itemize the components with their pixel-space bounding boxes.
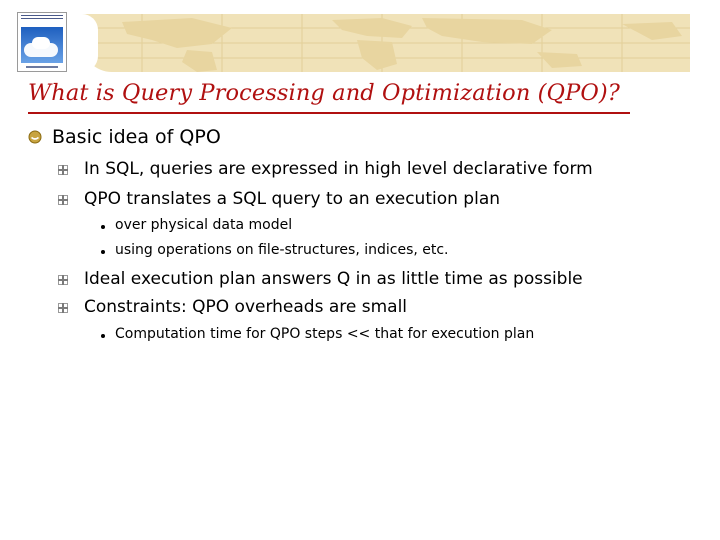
bullet-basic-idea: Basic idea of QPO	[52, 126, 221, 148]
banner-notch	[82, 14, 98, 72]
book-cover-logo	[17, 12, 67, 72]
bullet-sql-declarative: In SQL, queries are expressed in high level declarative form	[84, 159, 593, 179]
level3-bullet-icon	[101, 334, 105, 338]
bullet-ideal-plan: Ideal execution plan answers Q in as little time as possible	[84, 269, 583, 289]
level2-bullet-icon	[58, 275, 68, 285]
bullet-qpo-translates: QPO translates a SQL query to an execution plan	[84, 189, 501, 209]
level3-bullet-icon	[101, 225, 105, 229]
title-underline	[28, 112, 630, 114]
level1-bullet-icon	[28, 130, 42, 144]
world-map-graphic	[82, 14, 690, 72]
header-banner	[82, 14, 690, 72]
level3-bullet-icon	[101, 250, 105, 254]
slide-title: What is Query Processing and Optimization (QPO)?	[28, 80, 620, 106]
level2-bullet-icon	[58, 303, 68, 313]
level2-bullet-icon	[58, 165, 68, 175]
bullet-computation-time: Computation time for QPO steps << that for execution plan	[115, 326, 535, 342]
bullet-file-structures: using operations on file-structures, indices, etc.	[115, 242, 449, 258]
bullet-physical-model: over physical data model	[115, 217, 293, 233]
bullet-constraints: Constraints: QPO overheads are small	[84, 297, 408, 317]
level2-bullet-icon	[58, 195, 68, 205]
